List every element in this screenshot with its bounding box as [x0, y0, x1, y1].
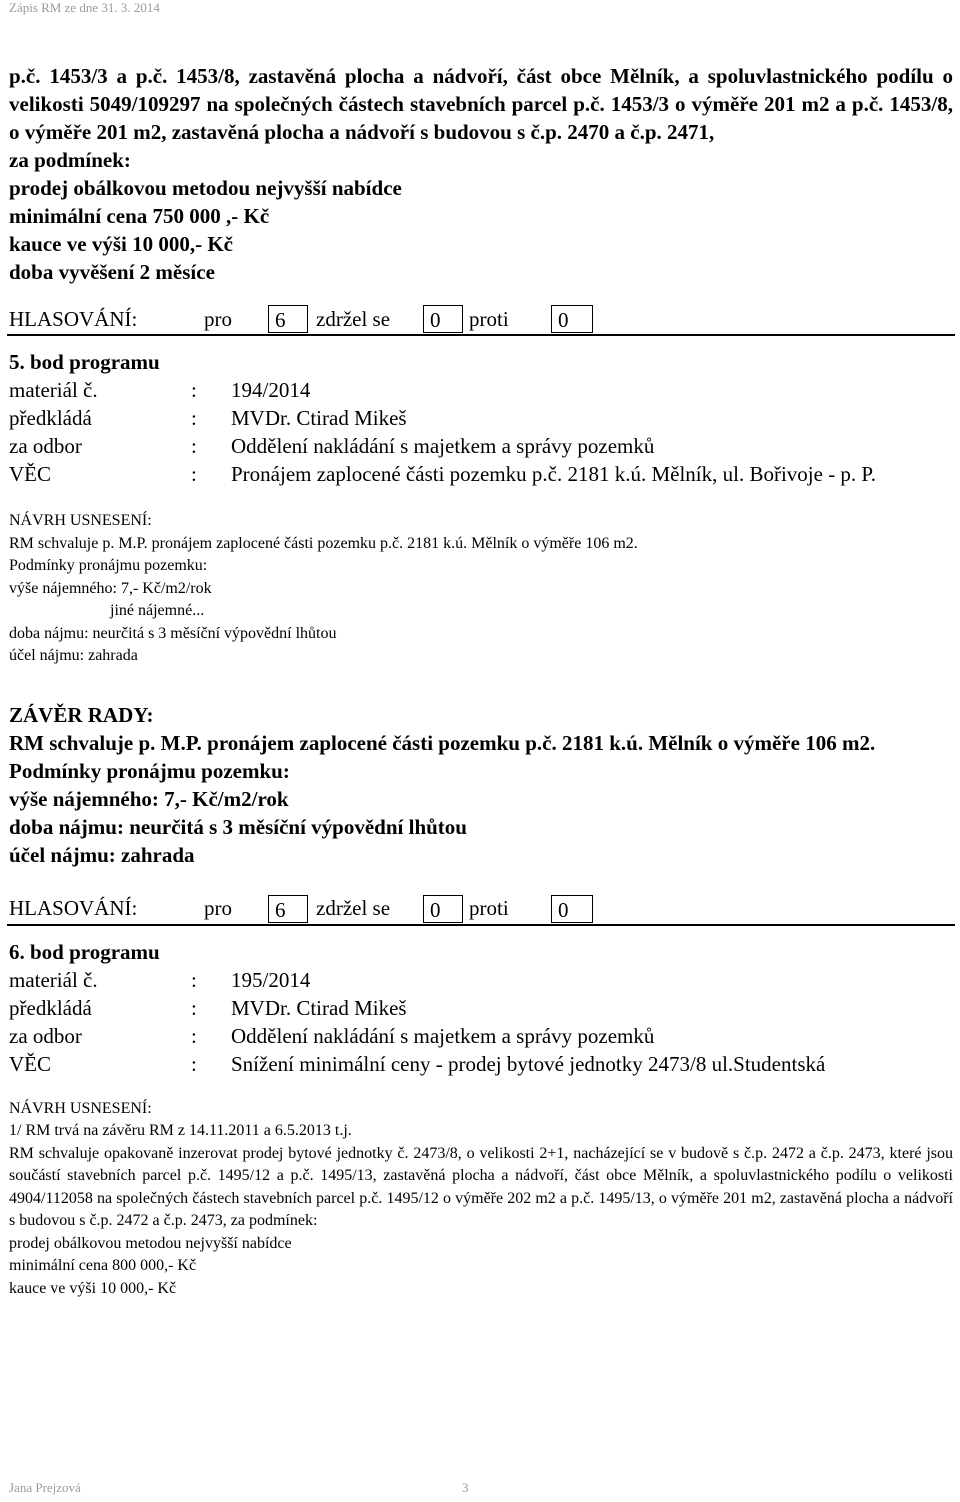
item-heading: 5. bod programu [9, 350, 160, 374]
conclusion-label: ZÁVĚR RADY: [9, 702, 154, 727]
vote-pro-count: 6 [268, 895, 308, 923]
row-value: Pronájem zaplocené části pozemku p.č. 2181 k.ú. Mělník, ul. Bořivoje - p. P. [231, 462, 877, 486]
vote-pro-label: pro [204, 306, 232, 331]
row-key: za odbor [9, 434, 82, 458]
vote-abstain-count: 0 [423, 305, 463, 333]
row-key: VĚC [9, 1051, 51, 1076]
item-row [9, 1050, 953, 1078]
prev-item-text: p.č. 1453/3 a p.č. 1453/8, zastavěná plocha a nádvoří, část obce Mělník, a spoluvlastnického podílu o velikosti 5049/109297 na společných částech stavebních parcel p.č. 1453/3 o výměře 201 m2 a p.č. 1453/8, o výměře 201 m2, zastavěná plocha a nádvoří s budovou s č.p. 2470 a č.p. 2471, [9, 64, 953, 144]
row-colon: : [191, 1051, 197, 1076]
proposal-line: Podmínky pronájmu pozemku: [9, 557, 208, 574]
prev-item-line: minimální cena 750 000 ,- Kč [9, 204, 270, 228]
row-value: 195/2014 [231, 967, 311, 992]
proposal-line: kauce ve výši 10 000,- Kč [9, 1279, 177, 1297]
vote-pro-count: 6 [268, 305, 308, 333]
document-header: Zápis RM ze dne 31. 3. 2014 [9, 0, 160, 15]
vote-pro-label: pro [204, 896, 232, 920]
item-row [9, 376, 953, 404]
conclusion-line: účel nájmu: zahrada [9, 842, 195, 867]
item-row [9, 432, 953, 460]
conclusion-line: výše nájemného: 7,- Kč/m2/rok [9, 786, 289, 811]
vote-abstain-count: 0 [423, 895, 463, 923]
proposal-paragraph: RM schvaluje opakovaně inzerovat prodej bytové jednotky č. 2473/8, o velikosti 2+1, nacházející se v budově s č.p. 2472 a č.p. 2473, které jsou součástí stavebních parcel p.č. 1495/12 a p.č. 1495/13, zastavěná plocha a nádvoří, část obce Mělník, a spoluvlastnického podílu o velikosti 4904/112058 na společných částech stavebních parcel p.č. 1495/12 o výměře 202 m2 a p.č. 1495/13, o výměře 201 m2, zastavěná plocha a nádvoří s budovou s č.p. 2472 a č.p. 2473, za podmínek: [9, 1144, 953, 1229]
proposal-line: doba nájmu: neurčitá s 3 měsíční výpovědní lhůtou [9, 624, 337, 642]
row-value: Oddělení nakládání s majetkem a správy pozemků [231, 434, 655, 458]
vote-label: HLASOVÁNÍ: [9, 896, 138, 920]
row-colon: : [191, 967, 197, 992]
footer-page-number: 3 [462, 1480, 469, 1495]
row-key: předkládá [9, 995, 92, 1020]
page-content [9, 62, 953, 1300]
prev-item-line: doba vyvěšení 2 měsíce [9, 260, 215, 284]
row-colon: : [191, 434, 197, 458]
vote-against-count: 0 [551, 895, 593, 923]
row-colon: : [191, 995, 197, 1020]
row-key: materiál č. [9, 967, 98, 992]
row-colon: : [191, 378, 197, 402]
row-colon: : [191, 462, 197, 486]
conclusion-text: RM schvaluje p. M.P. pronájem zaplocené části pozemku p.č. 2181 k.ú. Mělník o výměře 106 m2. [9, 730, 876, 755]
vote-against-count: 0 [551, 305, 593, 333]
prev-item [9, 62, 953, 286]
row-colon: : [191, 1023, 197, 1048]
prev-item-line: kauce ve výši 10 000,- Kč [9, 232, 233, 256]
row-value: Snížení minimální ceny - prodej bytové jednotky 2473/8 ul.Studentská [231, 1051, 826, 1076]
row-key: předkládá [9, 406, 92, 430]
proposal-line: RM schvaluje p. M.P. pronájem zaplocené části pozemku p.č. 2181 k.ú. Mělník o výměře 106 m2. [9, 534, 638, 552]
proposal-label: NÁVRH USNESENÍ: [9, 1099, 152, 1117]
prev-item-line: prodej obálkovou metodou nejvyšší nabídce [9, 176, 402, 200]
proposal-line: jiné nájemné... [110, 602, 205, 619]
row-value: 194/2014 [231, 378, 311, 402]
proposal-line: 1/ RM trvá na závěru RM z 14.11.2011 a 6.5.2013 t.j. [9, 1122, 352, 1139]
agenda-item-6 [9, 938, 953, 1301]
item-row [9, 1022, 953, 1050]
vote-abstain-label: zdržel se [316, 896, 391, 920]
row-value: MVDr. Ctirad Mikeš [231, 406, 407, 430]
proposal-line: účel nájmu: zahrada [9, 647, 138, 664]
proposal-line: výše nájemného: 7,- Kč/m2/rok [9, 579, 212, 597]
conclusion-line: Podmínky pronájmu pozemku: [9, 758, 290, 783]
row-value: Oddělení nakládání s majetkem a správy pozemků [231, 1023, 655, 1048]
conclusion-line: doba nájmu: neurčitá s 3 měsíční výpovědní lhůtou [9, 814, 467, 839]
prev-item-line: za podmínek: [9, 148, 131, 172]
item-row [9, 994, 953, 1022]
footer-author: Jana Prejzová [9, 1480, 81, 1495]
proposal-line: minimální cena 800 000,- Kč [9, 1257, 197, 1274]
vote-row [7, 894, 955, 926]
row-key: VĚC [9, 462, 51, 486]
proposal-line: prodej obálkovou metodou nejvyšší nabídce [9, 1234, 292, 1252]
row-colon: : [191, 406, 197, 430]
item-row [9, 460, 953, 488]
item-heading: 6. bod programu [9, 939, 160, 964]
item-row [9, 404, 953, 432]
agenda-item-5 [9, 348, 953, 869]
vote-abstain-label: zdržel se [316, 306, 391, 331]
row-key: za odbor [9, 1023, 82, 1048]
item-row [9, 966, 953, 994]
proposal-label: NÁVRH USNESENÍ: [9, 512, 152, 529]
vote-label: HLASOVÁNÍ: [9, 306, 138, 331]
vote-against-label: proti [469, 896, 509, 920]
vote-against-label: proti [469, 306, 509, 331]
vote-row [7, 304, 955, 336]
row-value: MVDr. Ctirad Mikeš [231, 995, 407, 1020]
row-key: materiál č. [9, 378, 98, 402]
